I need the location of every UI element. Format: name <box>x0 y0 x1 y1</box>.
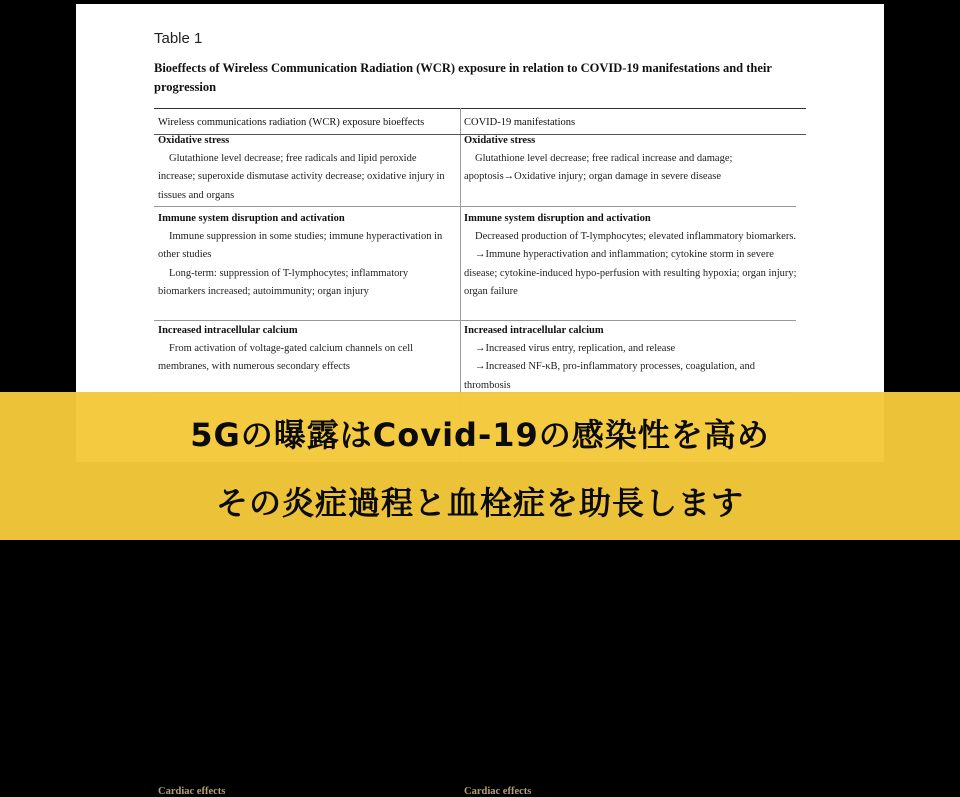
column-header-covid: COVID-19 manifestations <box>464 117 576 128</box>
faded-row-right: Cardiac effects <box>464 786 532 797</box>
row-immune-right <box>464 210 798 301</box>
row-text: Glutathione level decrease; free radicals and lipid peroxide increase; superoxide dismutase activity decrease; oxidative injury in tissues and organs <box>158 153 445 201</box>
row-text: From activation of voltage-gated calcium channels on cell membranes, with numerous secondary effects <box>158 343 414 373</box>
table-label: Table 1 <box>154 30 203 47</box>
column-header-wcr: Wireless communications radiation (WCR) exposure bioeffects <box>158 117 425 128</box>
row-oxidative-right <box>464 132 798 187</box>
row-text: →Increased virus entry, replication, and release <box>475 343 676 355</box>
row-heading: Immune system disruption and activation <box>464 213 651 224</box>
row-immune-left <box>158 210 456 301</box>
table-title: Bioeffects of Wireless Communication Radiation (WCR) exposure in relation to COVID-19 manifestations and their progression <box>154 61 772 94</box>
row-heading: Increased intracellular calcium <box>158 325 298 336</box>
row-text: Long-term: suppression of T-lymphocytes; inflammatory biomarkers increased; autoimmunity; organ injury <box>158 267 409 297</box>
row-text: →Immune hyperactivation and inflammation; cytokine storm in severe disease; cytokine-induced hypo-perfusion with resulting hypoxia; organ injury; organ failure <box>464 249 797 297</box>
row-text: →Increased NF-κB, pro-inflammatory processes, coagulation, and thrombosis <box>464 361 755 391</box>
row-heading: Oxidative stress <box>158 135 230 146</box>
subtitle-line-1: 5Gの曝露はCovid-19の感染性を高め <box>190 416 770 454</box>
row-heading: Immune system disruption and activation <box>158 213 345 224</box>
row-separator <box>154 320 796 321</box>
row-text: Decreased production of T-lymphocytes; elevated inflammatory biomarkers. <box>475 231 797 243</box>
subtitle-line-2: その炎症過程と血栓症を助長します <box>215 484 744 522</box>
faded-row-left: Cardiac effects <box>158 786 226 797</box>
row-separator <box>154 206 796 207</box>
row-text: Glutathione level decrease; free radical increase and damage; apoptosis→Oxidative injury; organ damage in severe disease <box>464 153 733 183</box>
row-heading: Increased intracellular calcium <box>464 325 604 336</box>
row-heading: Oxidative stress <box>464 135 536 146</box>
row-text: Immune suppression in some studies; immune hyperactivation in other studies <box>158 231 443 261</box>
table-top-rule <box>154 108 806 109</box>
row-calcium-left <box>158 322 456 377</box>
row-calcium-right <box>464 322 798 395</box>
row-oxidative-left <box>158 132 456 205</box>
